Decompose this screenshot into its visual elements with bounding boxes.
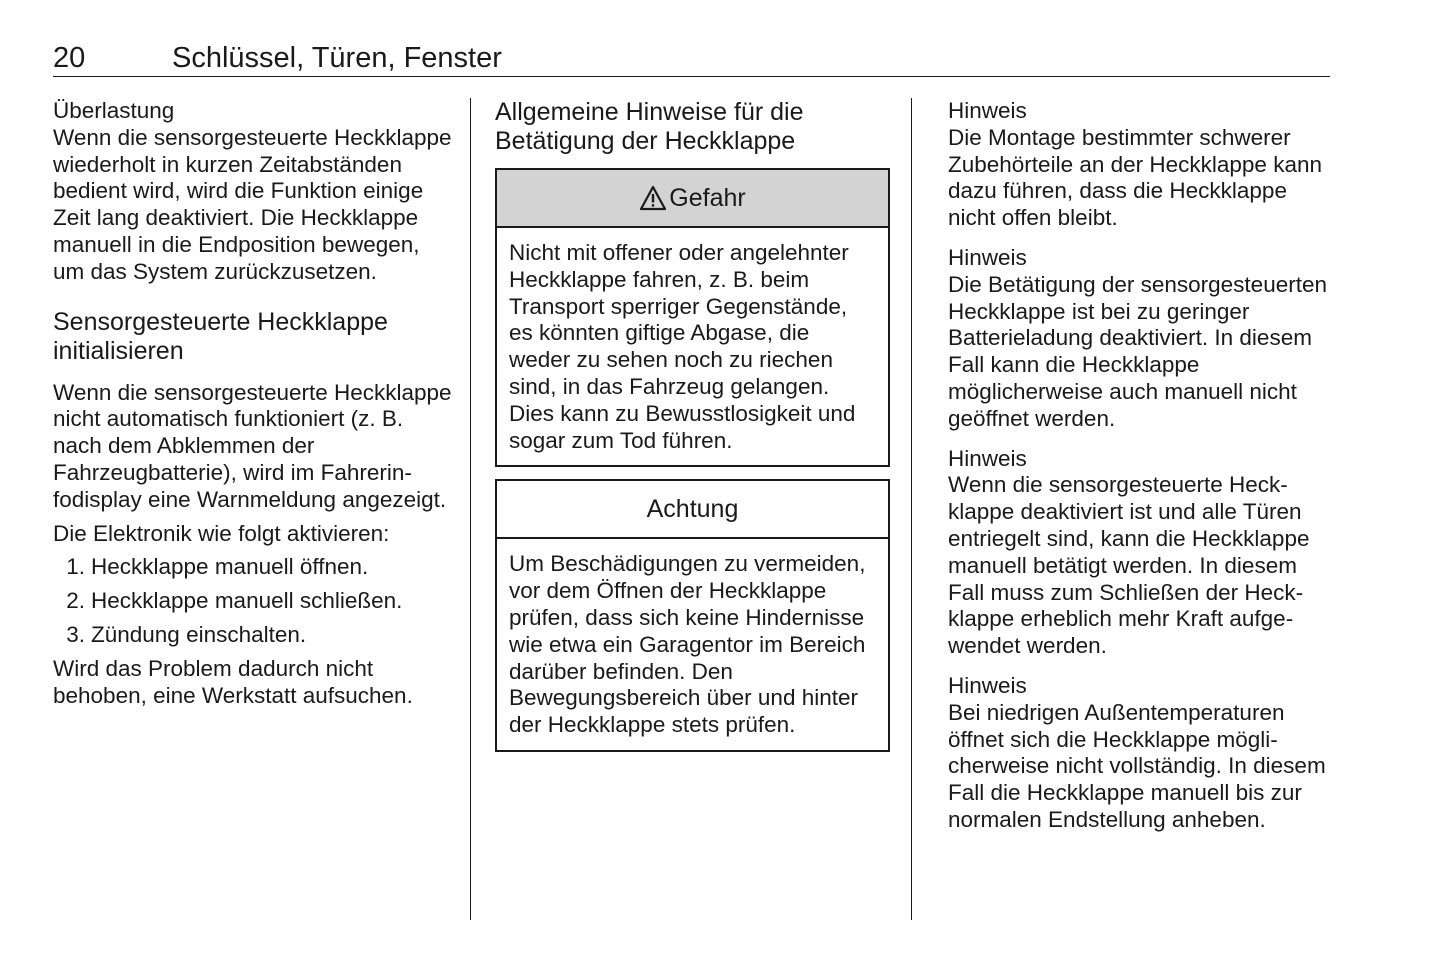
chapter-title: Schlüssel, Türen, Fenster: [172, 42, 502, 74]
note-text: Bei niedrigen Außentemperaturen öffnet sich die Heckklappe möglicherweise nicht vollständig. In diesem Fall die Heckklappe manuell bis zur normalen Endstellung anheben.: [948, 699, 1326, 832]
caution-box-header: [497, 481, 888, 539]
init-paragraph: Wenn die sensorgesteuerte Heckklappe nicht automatisch funktioniert (z. B. nach dem Abklemmen der Fahrzeugbatterie), wird im Fahrerinfodisplay eine Warnmeldung angezeigt.: [53, 379, 452, 512]
step-number: 2.: [66, 588, 85, 614]
caution-box: [495, 479, 890, 752]
note-block: [948, 98, 1338, 232]
step-text: Heckklappe manuell öffnen.: [91, 554, 369, 580]
note-block: [948, 245, 1338, 433]
list-item: [53, 588, 453, 615]
warning-triangle-icon: [639, 185, 667, 211]
note-block: [948, 673, 1338, 834]
step-text: Zündung einschalten.: [91, 621, 307, 647]
column-left: [53, 98, 453, 709]
column-right: [948, 98, 1338, 847]
steps-list: [53, 554, 453, 648]
note-text: Wenn die sensorgesteuerte Heckklappe deaktiviert ist und alle Türen entriegelt sind, kann die Heckklappe manuell betätigt werden. In diesem Fall muss zum Schließen der Heckklappe erheblich mehr Kraft aufgewendet werden.: [948, 472, 1310, 659]
step-number: 1.: [66, 554, 85, 580]
page-number: 20: [53, 42, 86, 74]
note-title: Hinweis: [948, 445, 1027, 471]
page-header: [53, 40, 1330, 77]
note-block: [948, 446, 1338, 660]
note-text: Die Betätigung der sensorgesteuerten Heckklappe ist bei zu geringer Batterieladung deaktiviert. In diesem Fall kann die Heckklappe möglicherweise auch manuell nicht geöffnet werden.: [948, 271, 1327, 431]
step-text: Heckklappe manuell schließen.: [91, 588, 403, 614]
column-middle: [495, 98, 890, 764]
danger-text: Nicht mit offener oder angelehnter Heckklappe fahren, z. B. beim Transport sperriger Gegenstände, es könnten giftige Abgase, die weder zu sehen noch zu riechen sind, in das Fahrzeug gelangen. Dies kann zu Bewusstlosigkeit und sogar zum Tod führen.: [509, 240, 856, 453]
list-item: [53, 554, 453, 581]
note-title: Hinweis: [948, 244, 1027, 270]
danger-box: [495, 168, 890, 467]
note-title: Hinweis: [948, 98, 1027, 123]
init-heading: Sensorgesteuerte Heckklappe initialisieren: [53, 307, 388, 365]
step-number: 3.: [66, 621, 85, 647]
overload-heading: Überlastung: [53, 98, 175, 123]
caution-text: Um Beschädigungen zu vermeiden, vor dem Öffnen der Heckklappe prüfen, dass sich keine Hindernisse wie etwa ein Garagentor im Bereich darüber befinden. Den Bewegungsbereich über und hinter der Heckklappe stets prüfen.: [509, 551, 866, 738]
list-item: [53, 622, 453, 649]
column-divider: [911, 98, 912, 920]
activate-intro: Die Elektronik wie folgt aktivieren:: [53, 520, 390, 546]
danger-box-header: [497, 170, 888, 228]
closing-paragraph: Wird das Problem dadurch nicht behoben, eine Werkstatt aufsuchen.: [53, 655, 413, 708]
overload-paragraph: Wenn die sensorgesteuerte Heckklappe wiederholt in kurzen Zeitabständen bedient wird, wird die Funktion einige Zeit lang deaktiviert. Die Heckklappe manuell in die Endposition bewegen, um das System zurückzusetzen.: [53, 124, 452, 284]
note-text: Die Montage bestimmter schwerer Zubehörteile an der Heckklappe kann dazu führen, dass die Heckklappe nicht offen bleibt.: [948, 124, 1322, 231]
general-notes-heading: Allgemeine Hinweise für die Betätigung der Heckklappe: [495, 98, 804, 155]
column-divider: [470, 98, 471, 920]
note-title: Hinweis: [948, 672, 1027, 698]
danger-title: Gefahr: [669, 183, 746, 212]
caution-title: Achtung: [646, 494, 739, 523]
